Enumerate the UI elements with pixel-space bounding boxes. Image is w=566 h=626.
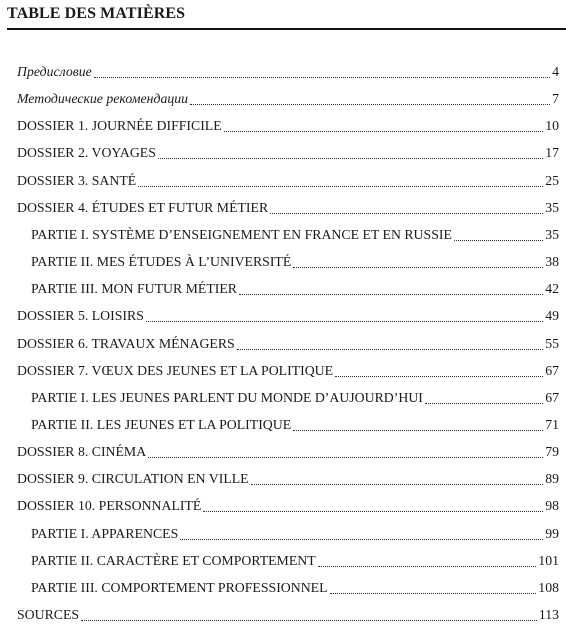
toc-entry-label: Предисловие: [17, 64, 92, 79]
dot-leader: [146, 306, 543, 326]
toc-entry-page-number: 35: [545, 227, 559, 242]
toc-entry[interactable]: [31, 388, 559, 408]
toc-entry-label: PARTIE I. LES JEUNES PARLENT DU MONDE D’AUJOURD’HUI: [31, 390, 423, 405]
toc-entry-label: DOSSIER 3. SANTÉ: [17, 173, 137, 188]
toc-entry-page-number: 67: [545, 390, 559, 405]
toc-entry[interactable]: [17, 306, 559, 326]
dot-leader: [335, 361, 543, 381]
toc-entry-page-number: 89: [545, 471, 559, 486]
toc-entry[interactable]: [31, 578, 559, 598]
toc-entry[interactable]: [17, 89, 559, 109]
dot-leader: [237, 334, 543, 354]
toc-entry[interactable]: [17, 116, 559, 136]
toc-entry-label: PARTIE III. MON FUTUR MÉTIER: [31, 281, 237, 296]
toc-entry-page-number: 98: [545, 498, 559, 513]
dot-leader: [454, 225, 543, 245]
toc-entry-page-number: 7: [552, 91, 559, 106]
toc-entry-label: PARTIE II. CARACTÈRE ET COMPORTEMENT: [31, 553, 316, 568]
toc-entry-label: PARTIE III. COMPORTEMENT PROFESSIONNEL: [31, 580, 328, 595]
toc-entry[interactable]: [17, 469, 559, 489]
dot-leader: [251, 469, 544, 489]
toc-entry-page-number: 99: [545, 526, 559, 541]
toc-entry[interactable]: [31, 415, 559, 435]
toc-entry[interactable]: [31, 279, 559, 299]
toc-entry[interactable]: [17, 143, 559, 163]
toc-entry[interactable]: [17, 334, 559, 354]
toc-entry-page-number: 17: [545, 145, 559, 160]
toc-entry-label: DOSSIER 6. TRAVAUX MÉNAGERS: [17, 336, 235, 351]
toc-entry-label: DOSSIER 7. VŒUX DES JEUNES ET LA POLITIQUE: [17, 363, 334, 378]
dot-leader: [270, 198, 543, 218]
dot-leader: [94, 62, 550, 82]
page-title: TABLE DES MATIÈRES: [7, 5, 186, 22]
toc-entry-label: DOSSIER 1. JOURNÉE DIFFICILE: [17, 118, 222, 133]
toc-entry-label: DOSSIER 2. VOYAGES: [17, 145, 156, 160]
dot-leader: [81, 605, 537, 625]
toc-entry[interactable]: [17, 442, 559, 462]
toc-entry[interactable]: [17, 62, 559, 82]
dot-leader: [318, 551, 537, 571]
toc-entry-page-number: 25: [545, 173, 559, 188]
toc-entry[interactable]: [31, 524, 559, 544]
dot-leader: [293, 415, 543, 435]
toc-entry-page-number: 35: [545, 200, 559, 215]
toc-entry-page-number: 38: [545, 254, 559, 269]
toc-entry-label: PARTIE II. LES JEUNES ET LA POLITIQUE: [31, 417, 292, 432]
toc-entry[interactable]: [17, 361, 559, 381]
dot-leader: [224, 116, 544, 136]
toc-entry-page-number: 67: [545, 363, 559, 378]
toc-entry-page-number: 55: [545, 336, 559, 351]
toc-entry[interactable]: [17, 605, 559, 625]
toc-entry-page-number: 101: [538, 553, 559, 568]
toc-entry-page-number: 71: [545, 417, 559, 432]
dot-leader: [203, 496, 543, 516]
toc-entry-label: SOURCES: [17, 607, 80, 622]
dot-leader: [330, 578, 537, 598]
dot-leader: [158, 143, 543, 163]
dot-leader: [190, 89, 550, 109]
dot-leader: [138, 171, 543, 191]
toc-entry-label: PARTIE I. APPARENCES: [31, 526, 179, 541]
dot-leader: [148, 442, 543, 462]
toc-entry[interactable]: [17, 198, 559, 218]
toc-entry[interactable]: [31, 551, 559, 571]
dot-leader: [239, 279, 543, 299]
toc-entry-label: DOSSIER 8. CINÉMA: [17, 444, 147, 459]
toc-entry[interactable]: [17, 171, 559, 191]
toc-entry-label: DOSSIER 5. LOISIRS: [17, 308, 144, 323]
toc-entry[interactable]: [31, 225, 559, 245]
toc-entry-page-number: 42: [545, 281, 559, 296]
toc-entry-page-number: 49: [545, 308, 559, 323]
toc-entry-page-number: 108: [538, 580, 559, 595]
toc-entry[interactable]: [17, 496, 559, 516]
dot-leader: [425, 388, 543, 408]
toc-entry-label: PARTIE I. SYSTÈME D’ENSEIGNEMENT EN FRANCE ET EN RUSSIE: [31, 227, 452, 242]
toc-entry-label: DOSSIER 10. PERSONNALITÉ: [17, 498, 202, 513]
dot-leader: [293, 252, 543, 272]
dot-leader: [180, 524, 543, 544]
toc-entry-label: PARTIE II. MES ÉTUDES À L’UNIVERSITÉ: [31, 254, 292, 269]
toc-entry-label: DOSSIER 9. CIRCULATION EN VILLE: [17, 471, 249, 486]
toc-entry-label: Методические рекомендации: [17, 91, 189, 106]
toc-entry-page-number: 4: [552, 64, 559, 79]
toc-entry-page-number: 79: [545, 444, 559, 459]
toc-entry-label: DOSSIER 4. ÉTUDES ET FUTUR MÉTIER: [17, 200, 269, 215]
toc-entry-page-number: 113: [538, 607, 559, 622]
toc-entry-page-number: 10: [545, 118, 559, 133]
toc-entry[interactable]: [31, 252, 559, 272]
